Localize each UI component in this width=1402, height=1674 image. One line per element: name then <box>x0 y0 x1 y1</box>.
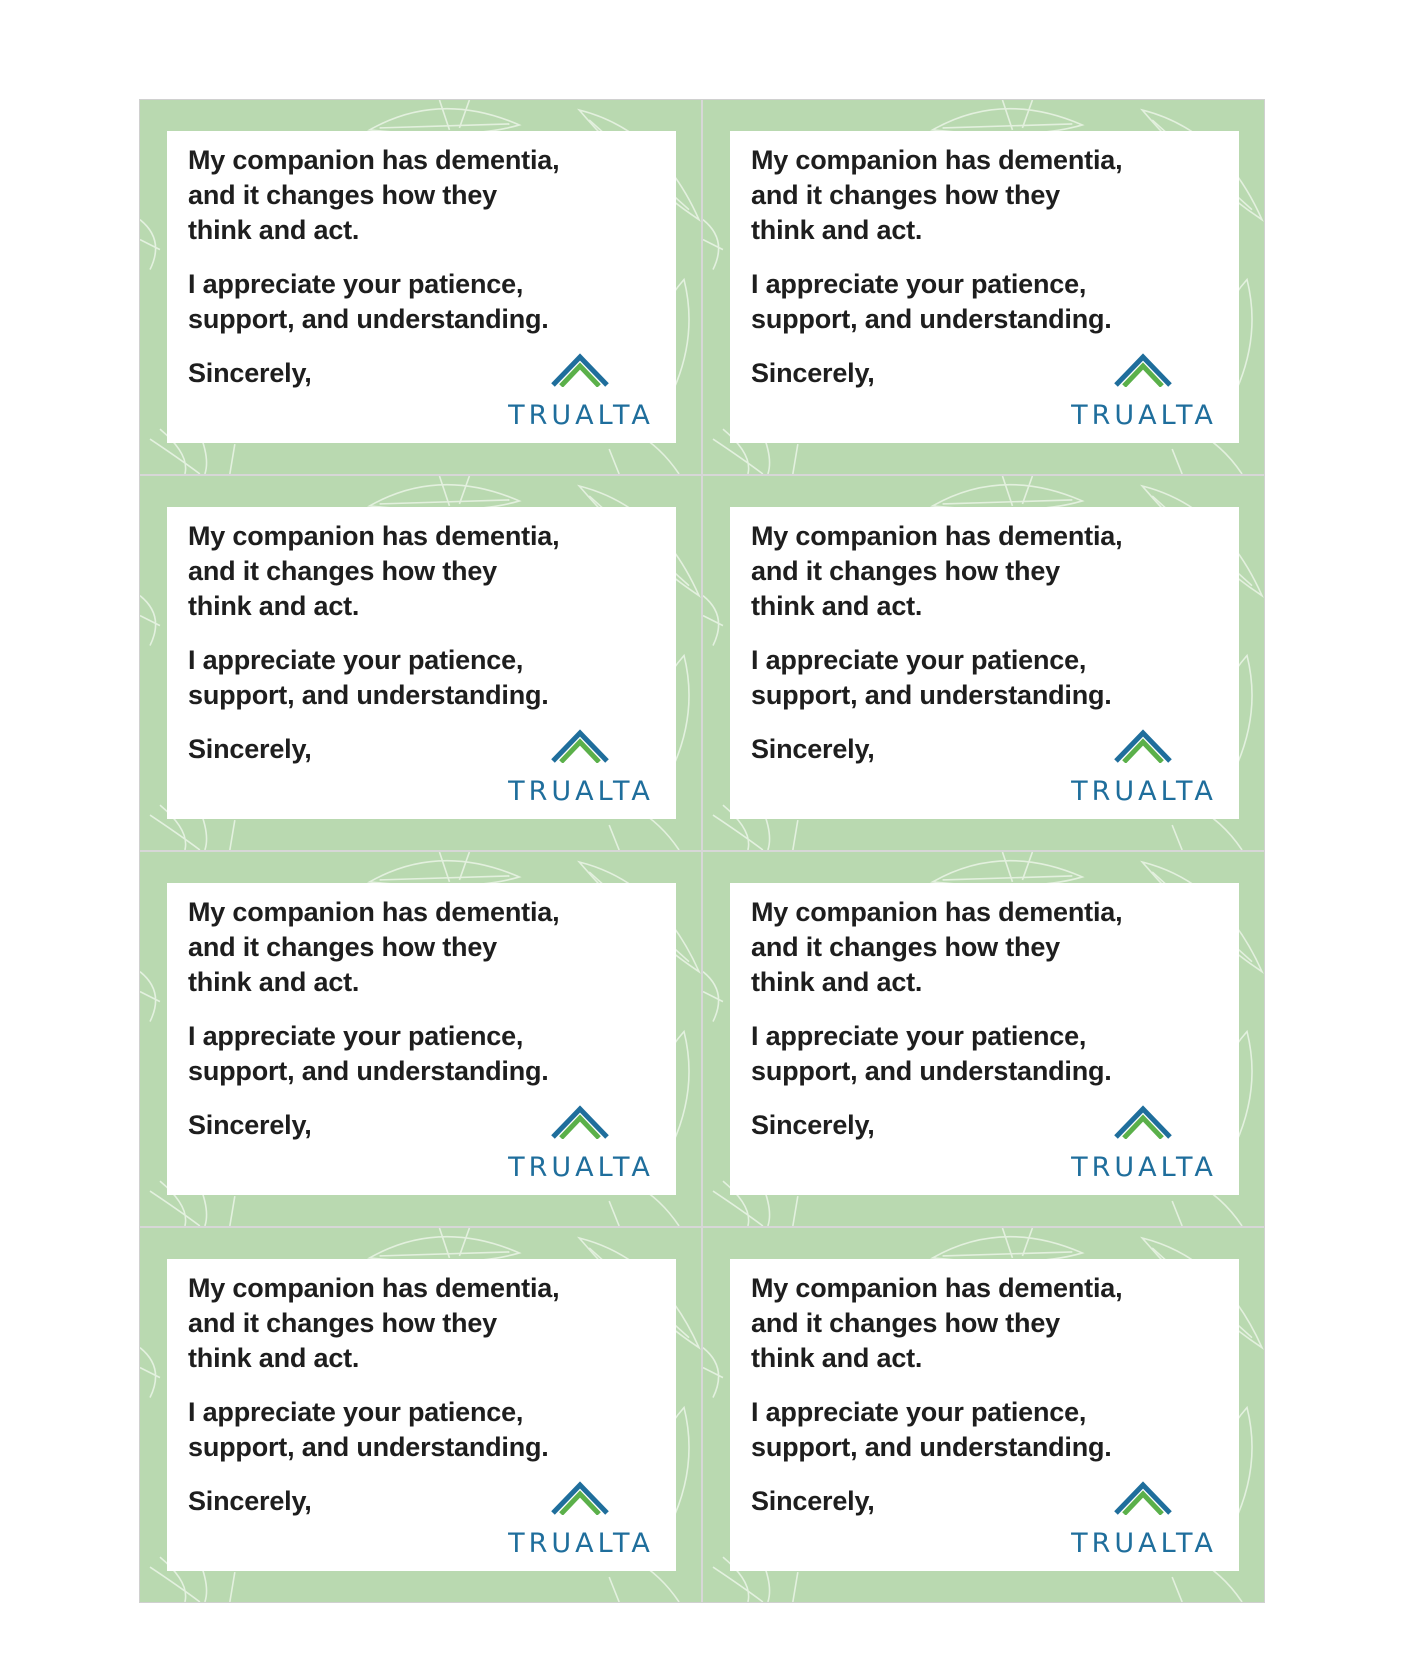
trualta-mountain-logo-icon <box>1113 729 1173 763</box>
message-line-2: I appreciate your patience, support, and understanding. <box>188 269 549 334</box>
card <box>140 476 701 850</box>
trualta-logo <box>506 1105 656 1183</box>
brand-name: TRUALTA <box>1071 776 1217 807</box>
message-line-1: My companion has dementia, and it changes how they think and act. <box>751 897 1123 997</box>
message-line-2: I appreciate your patience, support, and understanding. <box>751 1021 1112 1086</box>
closing-text: Sincerely, <box>751 734 875 764</box>
message-panel <box>167 507 676 819</box>
trualta-mountain-logo-icon <box>550 353 610 387</box>
message-line-2: I appreciate your patience, support, and understanding. <box>751 1397 1112 1462</box>
message-panel <box>167 1259 676 1571</box>
message-panel <box>730 1259 1239 1571</box>
trualta-logo <box>1069 729 1219 807</box>
brand-name: TRUALTA <box>508 1528 654 1559</box>
message-line-2: I appreciate your patience, support, and understanding. <box>751 269 1112 334</box>
message-line-1: My companion has dementia, and it changes how they think and act. <box>751 145 1123 245</box>
trualta-mountain-logo-icon <box>550 1105 610 1139</box>
card <box>140 1228 701 1602</box>
brand-name: TRUALTA <box>508 1152 654 1183</box>
message-line-1: My companion has dementia, and it changes how they think and act. <box>751 1273 1123 1373</box>
brand-name: TRUALTA <box>1071 400 1217 431</box>
trualta-mountain-logo-icon <box>1113 1105 1173 1139</box>
closing-text: Sincerely, <box>188 358 312 388</box>
trualta-mountain-logo-icon <box>550 729 610 763</box>
trualta-logo <box>506 729 656 807</box>
trualta-mountain-logo-icon <box>1113 1481 1173 1515</box>
brand-name: TRUALTA <box>1071 1152 1217 1183</box>
card <box>703 100 1264 474</box>
message-panel <box>730 131 1239 443</box>
closing-text: Sincerely, <box>751 1486 875 1516</box>
message-panel <box>730 507 1239 819</box>
message-line-1: My companion has dementia, and it changes how they think and act. <box>188 145 560 245</box>
brand-name: TRUALTA <box>1071 1528 1217 1559</box>
message-panel <box>167 131 676 443</box>
trualta-logo <box>1069 353 1219 431</box>
closing-text: Sincerely, <box>751 358 875 388</box>
message-line-1: My companion has dementia, and it changes how they think and act. <box>188 521 560 621</box>
trualta-logo <box>1069 1105 1219 1183</box>
closing-text: Sincerely, <box>751 1110 875 1140</box>
card <box>703 1228 1264 1602</box>
card <box>140 100 701 474</box>
message-line-2: I appreciate your patience, support, and understanding. <box>188 645 549 710</box>
message-line-1: My companion has dementia, and it changes how they think and act. <box>751 521 1123 621</box>
closing-text: Sincerely, <box>188 1486 312 1516</box>
card <box>703 852 1264 1226</box>
message-line-2: I appreciate your patience, support, and understanding. <box>188 1021 549 1086</box>
closing-text: Sincerely, <box>188 1110 312 1140</box>
card <box>140 852 701 1226</box>
trualta-logo <box>1069 1481 1219 1559</box>
message-line-1: My companion has dementia, and it changes how they think and act. <box>188 897 560 997</box>
message-line-2: I appreciate your patience, support, and understanding. <box>751 645 1112 710</box>
trualta-logo <box>506 353 656 431</box>
closing-text: Sincerely, <box>188 734 312 764</box>
message-panel <box>730 883 1239 1195</box>
trualta-logo <box>506 1481 656 1559</box>
message-line-2: I appreciate your patience, support, and understanding. <box>188 1397 549 1462</box>
brand-name: TRUALTA <box>508 776 654 807</box>
card <box>703 476 1264 850</box>
trualta-mountain-logo-icon <box>550 1481 610 1515</box>
message-panel <box>167 883 676 1195</box>
message-line-1: My companion has dementia, and it changes how they think and act. <box>188 1273 560 1373</box>
brand-name: TRUALTA <box>508 400 654 431</box>
trualta-mountain-logo-icon <box>1113 353 1173 387</box>
card-sheet <box>139 99 1265 1603</box>
